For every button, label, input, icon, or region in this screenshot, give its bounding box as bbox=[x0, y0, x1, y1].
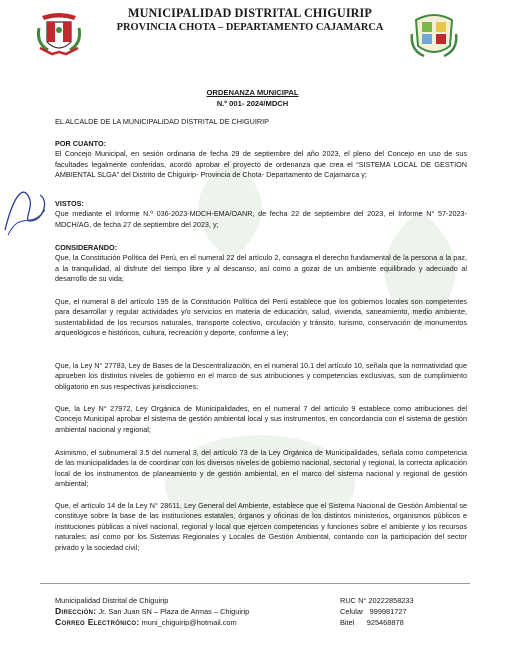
cell-value: 999981727 bbox=[369, 607, 407, 616]
municipal-seal-logo bbox=[34, 8, 84, 58]
province-department: PROVINCIA CHOTA – DEPARTAMENTO CAJAMARCA bbox=[116, 22, 384, 33]
footer-numbers bbox=[340, 595, 414, 628]
vistos-text: Que mediante el Informe N.º 036-2023-MDCH-EMA/OANR, de fecha 22 de septiembre del 2023, el Informe N° 57-2023-MDCH/AG, de fecha 27 de septiembre del 2023, y; bbox=[55, 209, 467, 229]
bitel-value: 925468878 bbox=[366, 618, 404, 627]
footer-email: muni_chiguirip@hotmail.com bbox=[141, 618, 237, 627]
municipality-name: MUNICIPALIDAD DISTRITAL CHIGUIRIP bbox=[128, 6, 372, 20]
vistos-section bbox=[55, 199, 467, 230]
district-coat-of-arms-logo bbox=[410, 10, 458, 58]
considerando-heading: CONSIDERANDO: bbox=[55, 243, 118, 252]
footer-contact bbox=[55, 595, 249, 628]
address-label: Dirección: bbox=[55, 606, 97, 616]
considerando-paragraph: Que, la Ley N° 27972, Ley Orgánica de Municipalidades, en el numeral 7 del artículo 9 establece como atribuciones del Concejo Municipal aprobar el sistema de gestión ambiental local y sus instrumentos, en concordancia con el sistema de gestión ambiental nacional y regional; bbox=[55, 404, 467, 434]
handwritten-signature bbox=[0, 180, 55, 240]
considerando-paragraph: Que, la Constitución Política del Perú, en el numeral 22 del artículo 2, consagra el derecho fundamental de la persona a la paz, a la tranquilidad, al disfrute del tiempo libre y al descanso, así como a gozar de un ambiente equilibrado y adecuado al desarrollo de su vida; bbox=[55, 253, 467, 284]
ruc-value: 20222858233 bbox=[368, 596, 414, 605]
vistos-heading: VISTOS: bbox=[55, 199, 84, 208]
ordinance-title: ORDENANZA MUNICIPAL bbox=[206, 88, 299, 97]
bitel-label: Bitel bbox=[340, 618, 355, 627]
considerando-paragraph: Que, la Ley N° 27783, Ley de Bases de la Descentralización, en el numeral 10.1 del artículo 10, señala que la normatividad que aprueben los distintos niveles de gobierno en el marco de sus atribuciones y competencias exclusivas, son de cumplimiento obligatorio en sus respectivas jurisdicciones; bbox=[55, 361, 467, 391]
considerando-paragraph: Que, el numeral 8 del artículo 195 de la Constitución Política del Perú establece que los gobiernos locales son competentes para desarrollar y regular actividades y/o servicios en materia de educación, salud, vivienda, saneamiento, medio ambiente, sustentabilidad de los recursos naturales, transporte colectivo, circulación y tránsito, turismo, conservación de monumentos arqueológicos e históricos, cultura, recreación y deporte, conforme a ley; bbox=[55, 297, 467, 338]
footer-address: Jr. San Juan SN – Plaza de Armas – Chiguirip bbox=[98, 607, 250, 616]
ruc-label: RUC N° bbox=[340, 596, 367, 605]
considerando-section bbox=[55, 243, 467, 285]
cell-label: Celular bbox=[340, 607, 364, 616]
por-cuanto-heading: POR CUANTO: bbox=[55, 139, 107, 148]
considerando-paragraph: Que, el artículo 14 de la Ley N° 28611, Ley General del Ambiente, establece que el Sistema Nacional de Gestión Ambiental se constituye sobre la base de las instituciones estatales, órganos y oficinas de los distintos ministerios, organismos públicos e instituciones públicas a nivel nacional, regional y local que ejercen competencias y funciones sobre el ambiente y los recursos naturales; así como por los Sistemas Regionales y Locales de Gestión Ambiental, contando con la participación del sector privado y la sociedad civil; bbox=[55, 501, 467, 552]
email-label: Correo Electrónico: bbox=[55, 617, 140, 627]
por-cuanto-text: El Concejo Municipal, en sesión ordinaria de fecha 29 de septiembre del año 2023, el pleno del Concejo en uso de sus facultades legalmente conferidas, acordó aprobar el proyecto de ordenanza que crea el “SISTEMA LOCAL DE GESTION AMBIENTAL SLGA” del Distrito de Chiguirip- Provincia de Chota- Departamento de Cajamarca y; bbox=[55, 149, 467, 180]
intro-line: EL ALCALDE DE LA MUNICIPALIDAD DISTRITAL DE CHIGUIRIP bbox=[55, 117, 269, 126]
ordinance-heading bbox=[0, 87, 505, 109]
ordinance-number: N.º 001- 2024/MDCH bbox=[216, 99, 289, 108]
letterhead-title bbox=[95, 6, 405, 33]
footer-divider bbox=[40, 583, 470, 584]
considerando-paragraph: Asimismo, el subnumeral 3.5 del numeral 3, del artículo 73 de la Ley Orgánica de Municipalidades, señala como competencia de las municipalidades la de coordinar con los diversos niveles de gobierno nacional, sectorial y regional, la correcta aplicación local de los instrumentos de planeamiento y de gestión ambiental, en el marco del sistema nacional y regional de gestión ambiental; bbox=[55, 448, 467, 489]
footer-org: Municipalidad Distrital de Chiguirip bbox=[55, 596, 169, 605]
por-cuanto-section bbox=[55, 139, 467, 181]
